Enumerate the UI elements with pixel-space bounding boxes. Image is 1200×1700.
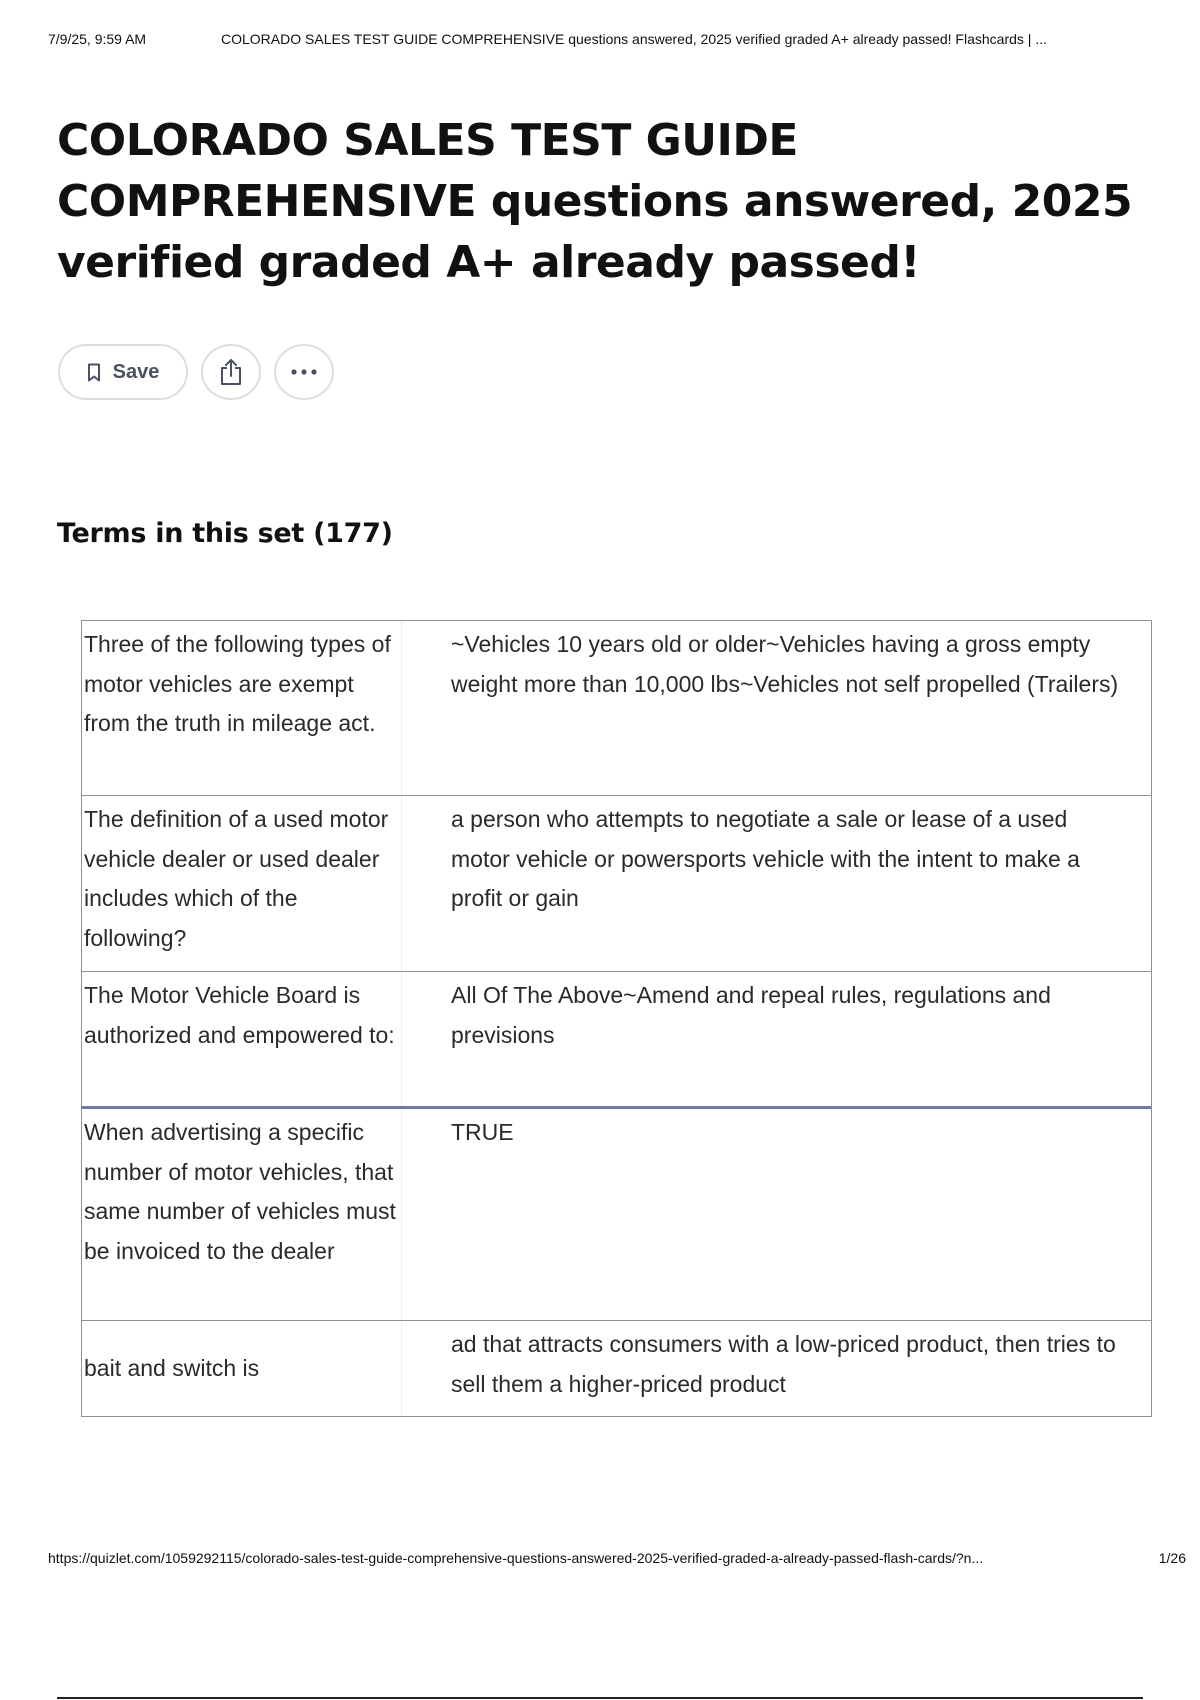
divider [57, 1697, 1143, 1699]
term-text: Three of the following types of motor vehicles are exempt from the truth in mileage act. [82, 621, 402, 795]
share-button[interactable] [201, 344, 261, 400]
definition-text: a person who attempts to negotiate a sale or lease of a used motor vehicle or powersports vehicle with the intent to make a profit or gain [451, 806, 1080, 911]
term-row [82, 621, 1151, 795]
print-document-title: COLORADO SALES TEST GUIDE COMPREHENSIVE questions answered, 2025 verified graded A+ already passed! Flashcards | ... [221, 31, 1047, 47]
definition-text: ~Vehicles 10 years old or older~Vehicles having a gross empty weight more than 10,000 lbs~Vehicles not self propelled (Trailers) [451, 631, 1119, 697]
save-button[interactable] [58, 344, 188, 400]
page-url: https://quizlet.com/1059292115/colorado-sales-test-guide-comprehensive-questions-answered-2025-verified-graded-a-already-passed-flash-cards/?n... [48, 1550, 984, 1566]
more-options-button[interactable] [274, 344, 334, 400]
term-row [82, 1106, 1151, 1320]
term-text: bait and switch is [82, 1321, 402, 1416]
term-row [82, 971, 1151, 1106]
save-label: Save [112, 360, 160, 383]
print-datetime: 7/9/25, 9:59 AM [48, 31, 147, 47]
term-text: The Motor Vehicle Board is authorized and empowered to: [82, 972, 402, 1106]
terms-heading: Terms in this set (177) [57, 518, 393, 549]
term-text: When advertising a specific number of motor vehicles, that same number of vehicles must be invoiced to the dealer [82, 1109, 402, 1320]
definition-text: All Of The Above~Amend and repeal rules, regulations and previsions [451, 982, 1051, 1048]
page-title: COLORADO SALES TEST GUIDE COMPREHENSIVE questions answered, 2025 verified graded A+ already passed! [57, 115, 1133, 288]
term-row [82, 795, 1151, 971]
bookmark-icon [87, 363, 101, 382]
definition-text: ad that attracts consumers with a low-priced product, then tries to sell them a higher-priced product [451, 1331, 1116, 1397]
share-icon [218, 358, 244, 386]
terms-table [81, 620, 1152, 1417]
more-options-icon [290, 368, 318, 376]
page-number: 1/26 [1158, 1550, 1186, 1566]
term-text: The definition of a used motor vehicle dealer or used dealer includes which of the following? [82, 796, 402, 971]
definition-text: TRUE [451, 1119, 514, 1145]
term-row [82, 1320, 1151, 1416]
